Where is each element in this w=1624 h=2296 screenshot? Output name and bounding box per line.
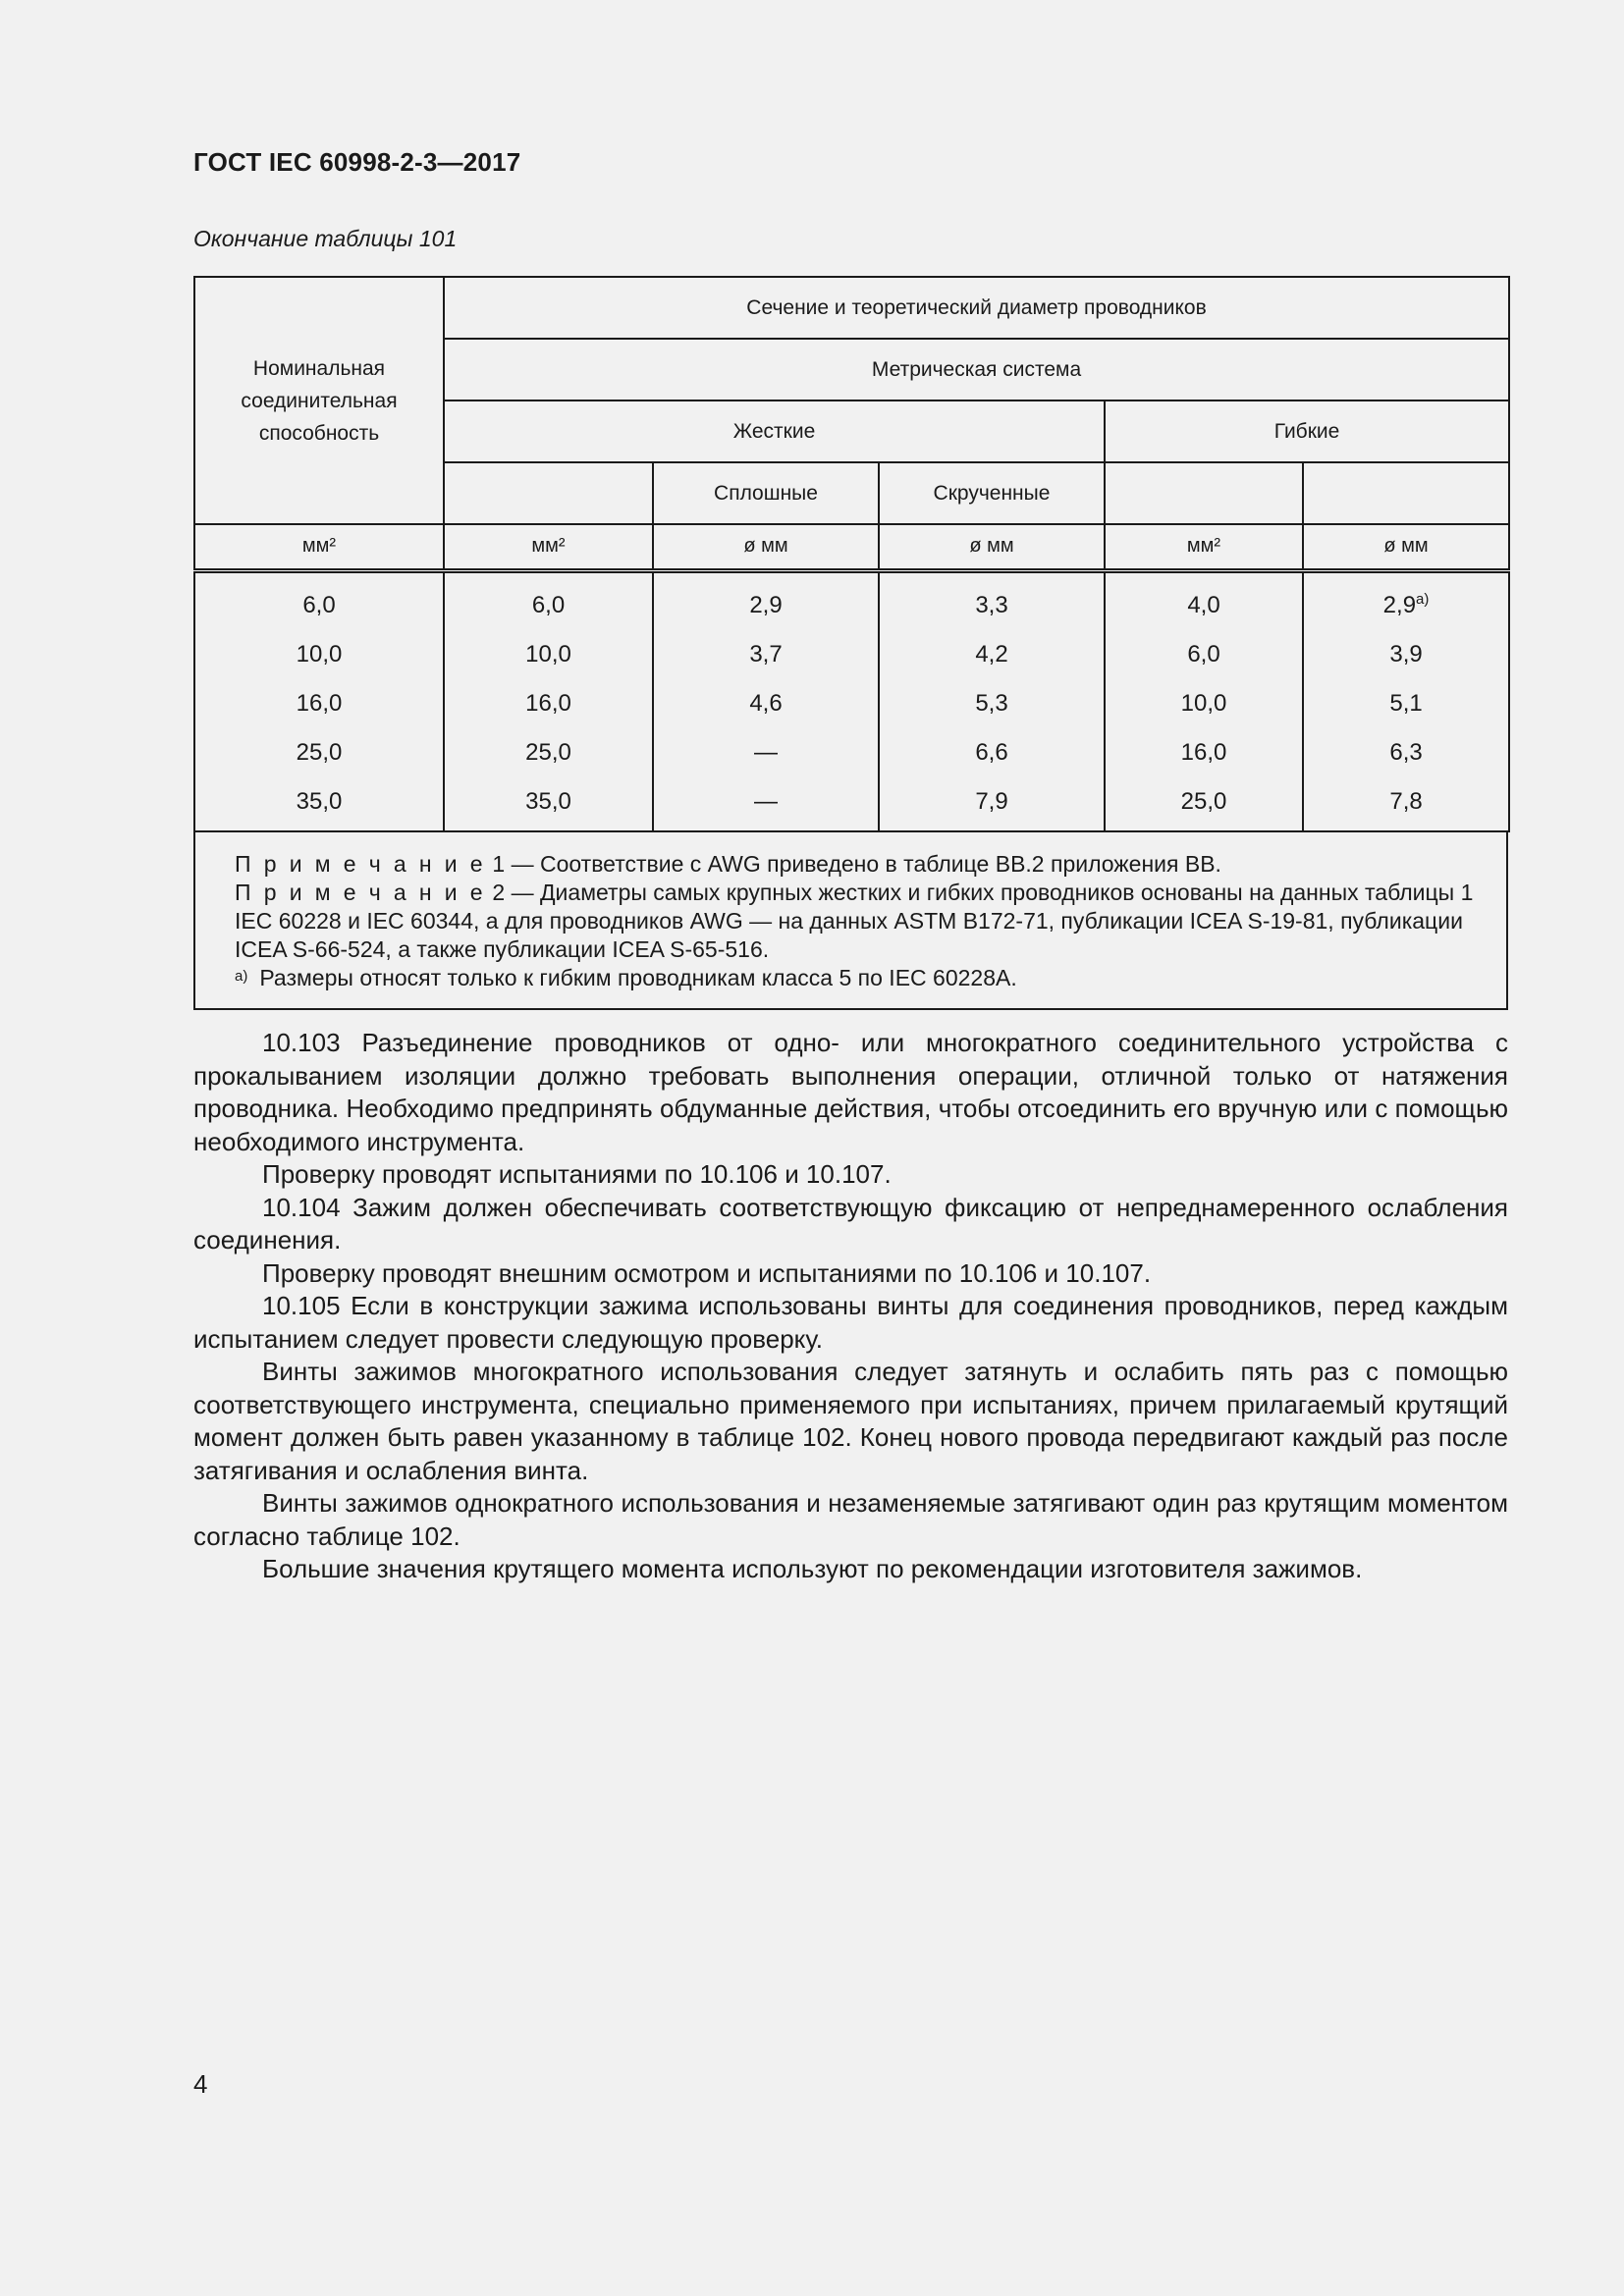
table-cell: 35,0 bbox=[444, 777, 653, 831]
paragraph: Проверку проводят внешним осмотром и испытаниями по 10.106 и 10.107. bbox=[262, 1257, 1152, 1288]
header-section-diameter: Сечение и теоретический диаметр проводников bbox=[444, 277, 1509, 339]
unit-cell: ø мм bbox=[1303, 524, 1509, 570]
table-cell: 7,8 bbox=[1303, 777, 1509, 831]
footnote-ref: a) bbox=[1416, 591, 1430, 608]
footnote-mark: a) bbox=[235, 967, 248, 985]
table-row bbox=[194, 630, 1509, 679]
header-metric-system: Метрическая система bbox=[444, 339, 1509, 400]
paragraph: 10.103 Разъединение проводников от одно- или многократного соединительного устройства с прокалыванием изоляции должно требовать выполнения операции, отличной только от натяжения проводника. Необходимо предпринять обдуманные действия, чтобы отсоединить его вручную или с помощью необходимого инструмента. bbox=[193, 1028, 1508, 1156]
table-cell: 16,0 bbox=[444, 679, 653, 728]
table-cell: 10,0 bbox=[1105, 679, 1303, 728]
unit-cell: мм² bbox=[444, 524, 653, 570]
document-header: ГОСТ IEC 60998-2-3—2017 bbox=[193, 147, 521, 177]
paragraph: Винты зажимов многократного использования следует затянуть и ослабить пять раз с помощью соответствующего инструмента, специально применяемого при испытаниях, причем прилагаемый крутящий момент должен быть равен указанному в таблице 102. Конец нового провода передвигают каждый раз после затягивания и ослабления винта. bbox=[193, 1357, 1508, 1485]
table-cell: 35,0 bbox=[194, 777, 444, 831]
table-cell: 6,0 bbox=[1105, 630, 1303, 679]
conductor-table bbox=[193, 276, 1508, 1010]
table-cell: 3,3 bbox=[879, 570, 1105, 630]
table-cell: 6,0 bbox=[444, 570, 653, 630]
units-row bbox=[194, 524, 1509, 570]
header-solid: Сплошные bbox=[653, 462, 879, 524]
table-cell: 25,0 bbox=[1105, 777, 1303, 831]
note-number: 2 bbox=[486, 879, 506, 905]
table-cell: 5,1 bbox=[1303, 679, 1509, 728]
paragraph: 10.105 Если в конструкции зажима использованы винты для соединения проводников, перед каждым испытанием следует провести следующую проверку. bbox=[193, 1291, 1508, 1354]
note-label: П р и м е ч а н и е bbox=[235, 850, 487, 877]
paragraph: Винты зажимов однократного использования и незаменяемые затягивают один раз крутящим моментом согласно таблице 102. bbox=[193, 1488, 1508, 1551]
table-cell: 6,3 bbox=[1303, 728, 1509, 777]
header-empty-cell bbox=[444, 462, 653, 524]
paragraph: Большие значения крутящего момента используют по рекомендации изготовителя зажимов. bbox=[262, 1554, 1363, 1583]
unit-cell: ø мм bbox=[653, 524, 879, 570]
table-cell: 10,0 bbox=[194, 630, 444, 679]
header-nominal-capacity: Номинальная соединительная способность bbox=[194, 277, 444, 524]
header-empty-cell bbox=[1303, 462, 1509, 524]
footnote-text: Размеры относят только к гибким проводникам класса 5 по IEC 60228A. bbox=[259, 964, 1017, 990]
table-cell: 4,6 bbox=[653, 679, 879, 728]
table-cell: 4,0 bbox=[1105, 570, 1303, 630]
table-notes bbox=[193, 832, 1508, 1010]
page-number: 4 bbox=[193, 2069, 208, 2099]
table-cell: 2,9 bbox=[653, 570, 879, 630]
paragraph: Проверку проводят испытаниями по 10.106 и 10.107. bbox=[262, 1159, 892, 1189]
table-row bbox=[194, 679, 1509, 728]
table-cell: — bbox=[653, 728, 879, 777]
note-label: П р и м е ч а н и е bbox=[235, 879, 487, 905]
header-flexible: Гибкие bbox=[1105, 400, 1509, 462]
note-text: — Соответствие с AWG приведено в таблице ВВ.2 приложения ВВ. bbox=[505, 850, 1221, 877]
paragraph: 10.104 Зажим должен обеспечивать соответствующую фиксацию от непреднамеренного ослабления соединения. bbox=[193, 1192, 1508, 1255]
table-cell: 3,7 bbox=[653, 630, 879, 679]
header-stranded: Скрученные bbox=[879, 462, 1105, 524]
table-row bbox=[194, 728, 1509, 777]
note-text: — Диаметры самых крупных жестких и гибких проводников основаны на данных таблицы 1 IEC 60228 и IEC 60344, а для проводников AWG — на данных ASTM B172-71, публикации ICEA S-19-81, публикации ICEA S-66-524, а также публикации ICEA S-65-516. bbox=[235, 879, 1474, 962]
table-row bbox=[194, 777, 1509, 831]
unit-cell: ø мм bbox=[879, 524, 1105, 570]
table-cell: 6,6 bbox=[879, 728, 1105, 777]
table-cell: 10,0 bbox=[444, 630, 653, 679]
table-cell bbox=[1303, 570, 1509, 630]
table-cell: 25,0 bbox=[444, 728, 653, 777]
table-row bbox=[194, 570, 1509, 630]
header-empty-cell bbox=[1105, 462, 1303, 524]
footnote bbox=[205, 964, 1496, 992]
table-caption: Окончание таблицы 101 bbox=[193, 226, 458, 251]
table-cell: 4,2 bbox=[879, 630, 1105, 679]
cell-value: 2,9 bbox=[1382, 592, 1417, 618]
note-number: 1 bbox=[486, 850, 506, 877]
body-text bbox=[193, 1027, 1508, 1586]
table-cell: 16,0 bbox=[194, 679, 444, 728]
note-1 bbox=[205, 850, 1496, 879]
unit-cell: мм² bbox=[194, 524, 444, 570]
table-cell: 6,0 bbox=[194, 570, 444, 630]
note-2 bbox=[205, 879, 1496, 964]
table-cell: 16,0 bbox=[1105, 728, 1303, 777]
header-rigid: Жесткие bbox=[444, 400, 1105, 462]
table-cell: 3,9 bbox=[1303, 630, 1509, 679]
table-cell: — bbox=[653, 777, 879, 831]
table-cell: 7,9 bbox=[879, 777, 1105, 831]
unit-cell: мм² bbox=[1105, 524, 1303, 570]
table-cell: 25,0 bbox=[194, 728, 444, 777]
table-cell: 5,3 bbox=[879, 679, 1105, 728]
